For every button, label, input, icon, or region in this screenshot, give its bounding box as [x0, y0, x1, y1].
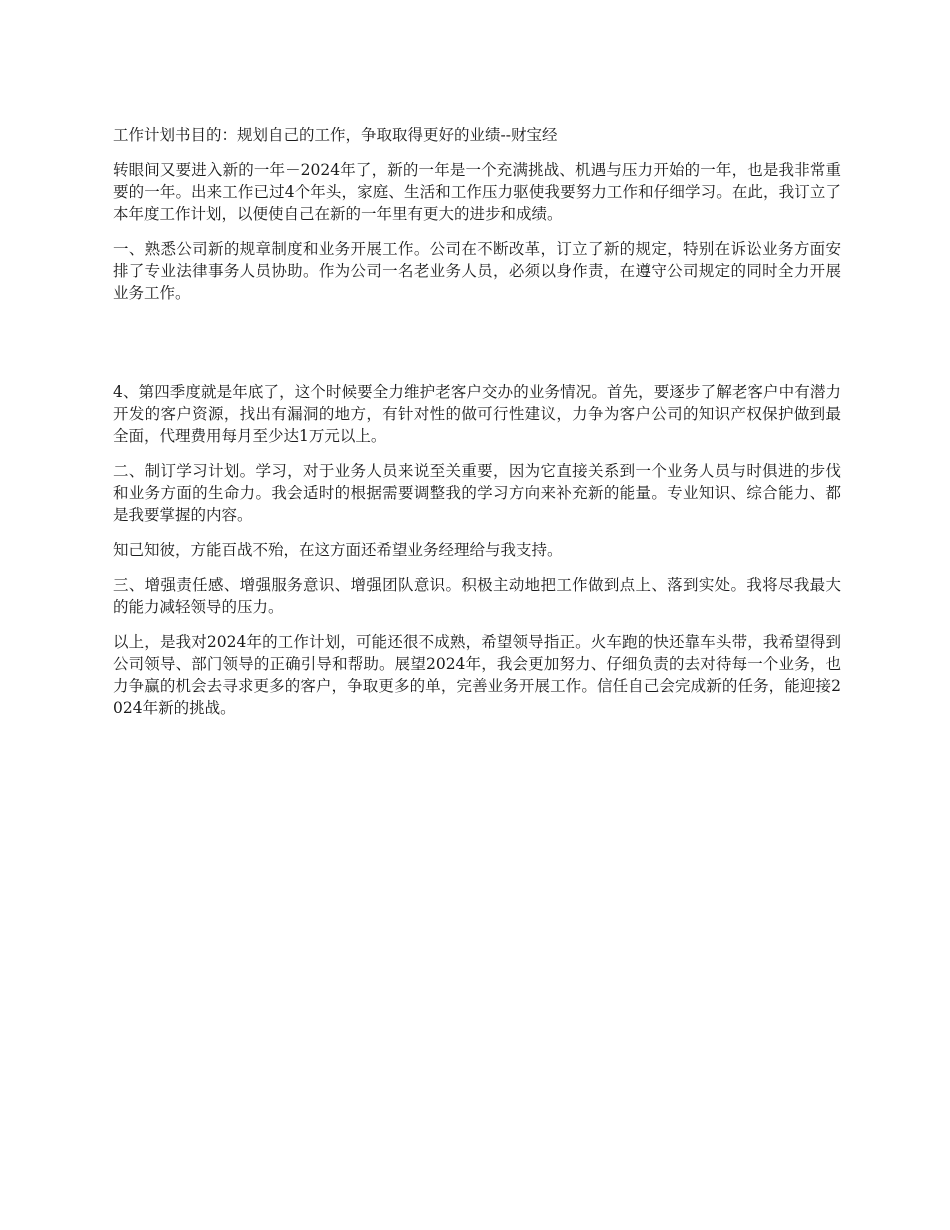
- paragraph-section-one: 一、熟悉公司新的规章制度和业务开展工作。公司在不断改革，订立了新的规定，特别在诉讼业务方面安排了专业法律事务人员协助。作为公司一名老业务人员，必须以身作责，在遵守公司规定的同时全力开展业务工作。: [113, 240, 841, 302]
- document-body: [113, 124, 841, 719]
- paragraph-section-three: 三、增强责任感、增强服务意识、增强团队意识。积极主动地把工作做到点上、落到实处。我将尽我最大的能力减轻领导的压力。: [113, 576, 841, 616]
- paragraph-section-two: 二、制订学习计划。学习，对于业务人员来说至关重要，因为它直接关系到一个业务人员与时俱进的步伐和业务方面的生命力。我会适时的根据需要调整我的学习方向来补充新的能量。专业知识、综合能力、都是我要掌握的内容。: [113, 462, 841, 524]
- paragraph-conclusion: 以上，是我对2024年的工作计划，可能还很不成熟，希望领导指正。火车跑的快还靠车头带，我希望得到公司领导、部门领导的正确引导和帮助。展望2024年，我会更加努力、仔细负责的去对待每一个业务，也力争赢的机会去寻求更多的客户，争取更多的单，完善业务开展工作。信任自己会完成新的任务，能迎接2024年新的挑战。: [113, 633, 841, 717]
- paragraph-intro: 转眼间又要进入新的一年－2024年了，新的一年是一个充满挑战、机遇与压力开始的一年，也是我非常重要的一年。出来工作已过4个年头，家庭、生活和工作压力驱使我要努力工作和仔细学习。在此，我订立了本年度工作计划，以便使自己在新的一年里有更大的进步和成绩。: [113, 161, 841, 223]
- document-title: 工作计划书目的：规划自己的工作，争取取得更好的业绩--财宝经: [113, 126, 558, 144]
- paragraph-item-four: 4、第四季度就是年底了，这个时候要全力维护老客户交办的业务情况。首先，要逐步了解老客户中有潜力开发的客户资源，找出有漏洞的地方，有针对性的做可行性建议，力争为客户公司的知识产权保护做到最全面，代理费用每月至少达1万元以上。: [113, 383, 841, 445]
- paragraph-know-yourself: 知己知彼，方能百战不殆，在这方面还希望业务经理给与我支持。: [113, 541, 563, 559]
